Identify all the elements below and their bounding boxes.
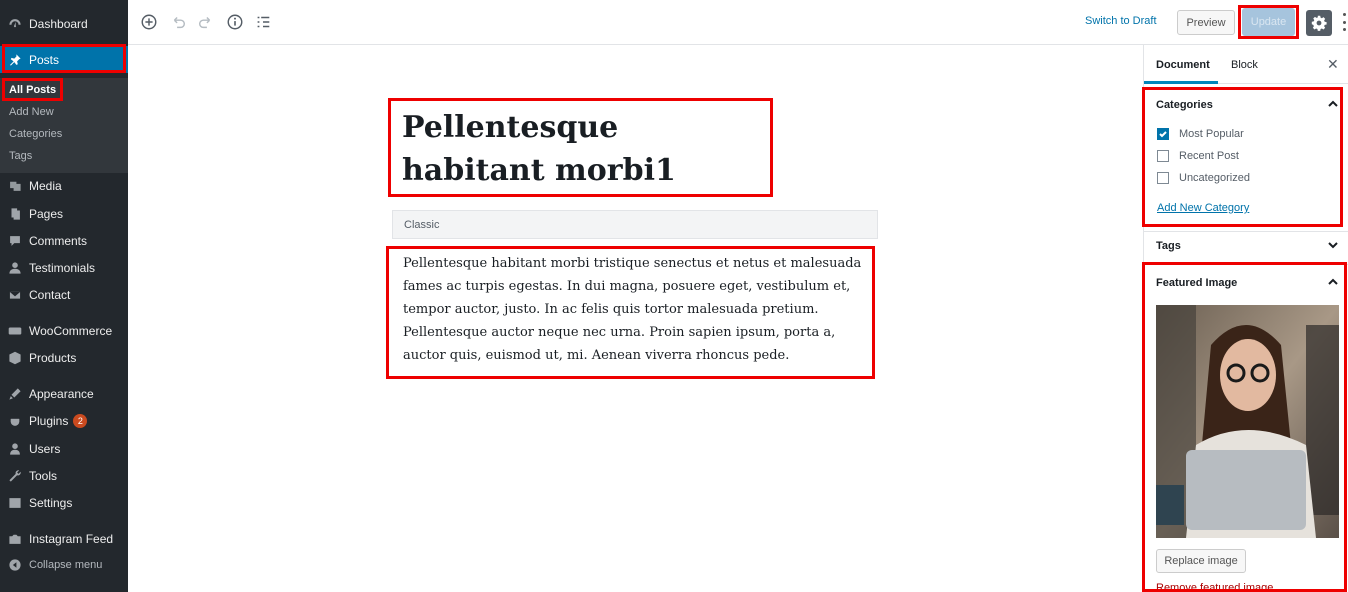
category-label: Recent Post — [1179, 150, 1239, 162]
featured-image-thumbnail[interactable] — [1156, 305, 1339, 538]
checkbox[interactable] — [1157, 150, 1169, 162]
panel-divider — [1144, 231, 1348, 232]
checkbox[interactable] — [1157, 172, 1169, 184]
menu-label: Comments — [29, 233, 88, 248]
mail-icon — [8, 288, 22, 302]
menu-label: Media — [29, 178, 62, 193]
admin-sidebar — [0, 0, 128, 592]
media-icon — [8, 179, 22, 193]
add-block-icon[interactable] — [140, 13, 158, 31]
posts-submenu — [0, 78, 128, 173]
info-icon[interactable] — [226, 13, 244, 31]
settings-sidebar — [1143, 45, 1348, 592]
menu-label: WooCommerce — [29, 323, 113, 338]
classic-block-label: Classic — [404, 218, 440, 231]
menu-label: Plugins — [29, 413, 69, 428]
category-item[interactable] — [1157, 172, 1250, 184]
replace-image-button[interactable]: Replace image — [1156, 549, 1246, 573]
chevron-down-icon[interactable] — [1326, 238, 1340, 252]
panel-divider — [1144, 264, 1348, 265]
menu-label: Contact — [29, 287, 71, 302]
post-body-text[interactable]: Pellentesque habitant morbi tristique senectus et netus et malesuada fames ac turpis egestas. In dui magna, posuere eget, vestibulum et, tempor auctor, justo. In ac felis quis tortor malesuada pretium. Pellentesque auctor neque nec urna. Proin sapien ipsum, porta a, auctor quis, euismod ut, mi. Aenean viverra rhoncus pede. — [403, 256, 862, 363]
testimonials-icon — [8, 261, 22, 275]
preview-button[interactable]: Preview — [1177, 10, 1235, 35]
menu-label: Tools — [29, 468, 58, 483]
menu-item-products[interactable] — [0, 344, 128, 371]
outline-list-icon[interactable] — [254, 13, 272, 31]
undo-icon[interactable] — [169, 13, 187, 31]
menu-item-testimonials[interactable] — [0, 254, 128, 281]
menu-label: Appearance — [29, 386, 94, 401]
menu-label: Users — [29, 441, 61, 456]
switch-to-draft-link[interactable]: Switch to Draft — [1085, 15, 1157, 27]
tab-block[interactable]: Block — [1231, 59, 1258, 71]
redo-icon[interactable] — [197, 13, 215, 31]
featured-image-panel-title[interactable]: Featured Image — [1156, 277, 1238, 289]
categories-panel-title[interactable]: Categories — [1156, 99, 1213, 111]
menu-item-media[interactable] — [0, 172, 128, 199]
menu-label: Products — [29, 350, 77, 365]
pages-icon — [8, 207, 22, 221]
plugins-icon — [8, 414, 22, 428]
woocommerce-icon — [8, 324, 22, 338]
close-icon[interactable]: ✕ — [1327, 56, 1339, 72]
category-label: Most Popular — [1179, 128, 1244, 140]
classic-block-toolbar[interactable] — [392, 210, 878, 239]
menu-label: Settings — [29, 495, 73, 510]
tags-panel-title[interactable]: Tags — [1156, 240, 1181, 252]
menu-item-pages[interactable] — [0, 200, 128, 227]
submenu-categories[interactable]: Categories — [9, 128, 63, 140]
post-title[interactable]: Pellentesque habitant morbi1 — [402, 110, 676, 188]
add-new-category-link[interactable]: Add New Category — [1157, 202, 1250, 214]
menu-item-dashboard[interactable] — [0, 10, 128, 37]
menu-label: Dashboard — [29, 16, 88, 31]
submenu-add-new[interactable]: Add New — [9, 106, 54, 118]
more-options-icon[interactable] — [1341, 13, 1347, 31]
tab-document[interactable]: Document — [1156, 59, 1210, 71]
menu-item-instagram-feed[interactable] — [0, 525, 128, 552]
submenu-tags[interactable]: Tags — [9, 150, 33, 162]
menu-item-posts[interactable] — [0, 46, 128, 73]
collapse-menu-button[interactable] — [0, 551, 128, 578]
category-item[interactable] — [1157, 128, 1244, 140]
submenu-all-posts[interactable]: All Posts — [9, 84, 57, 96]
category-label: Uncategorized — [1179, 172, 1250, 184]
menu-label: Posts — [29, 52, 60, 67]
chevron-up-icon[interactable] — [1326, 275, 1340, 289]
dashboard-icon — [8, 17, 22, 31]
appearance-icon — [8, 387, 22, 401]
remove-featured-image-link[interactable]: Remove featured image — [1156, 582, 1274, 592]
checkbox-checked[interactable] — [1157, 128, 1169, 140]
pin-icon — [8, 53, 22, 67]
menu-item-woocommerce[interactable] — [0, 317, 128, 344]
collapse-label: Collapse menu — [29, 558, 103, 571]
settings-tabs — [1144, 45, 1348, 84]
menu-item-comments[interactable] — [0, 227, 128, 254]
tools-icon — [8, 469, 22, 483]
category-item[interactable] — [1157, 150, 1239, 162]
settings-toggle-button[interactable] — [1306, 10, 1332, 36]
editor-toolbar — [128, 0, 1348, 45]
update-button[interactable]: Update — [1242, 8, 1295, 36]
users-icon — [8, 442, 22, 456]
camera-icon — [8, 532, 22, 546]
comments-icon — [8, 234, 22, 248]
gear-icon — [1311, 15, 1327, 31]
products-icon — [8, 351, 22, 365]
chevron-up-icon[interactable] — [1326, 97, 1340, 111]
menu-item-appearance[interactable] — [0, 380, 128, 407]
menu-label: Instagram Feed — [29, 531, 114, 546]
active-tab-indicator — [1144, 81, 1218, 84]
settings-icon — [8, 496, 22, 510]
menu-item-tools[interactable] — [0, 462, 128, 489]
menu-item-contact[interactable] — [0, 281, 128, 308]
menu-item-users[interactable] — [0, 435, 128, 462]
menu-item-settings[interactable] — [0, 489, 128, 516]
menu-item-plugins[interactable] — [0, 407, 128, 434]
menu-label: Testimonials — [29, 260, 96, 275]
menu-label: Pages — [29, 206, 64, 221]
plugins-update-badge: 2 — [73, 414, 87, 428]
collapse-icon — [8, 558, 22, 572]
